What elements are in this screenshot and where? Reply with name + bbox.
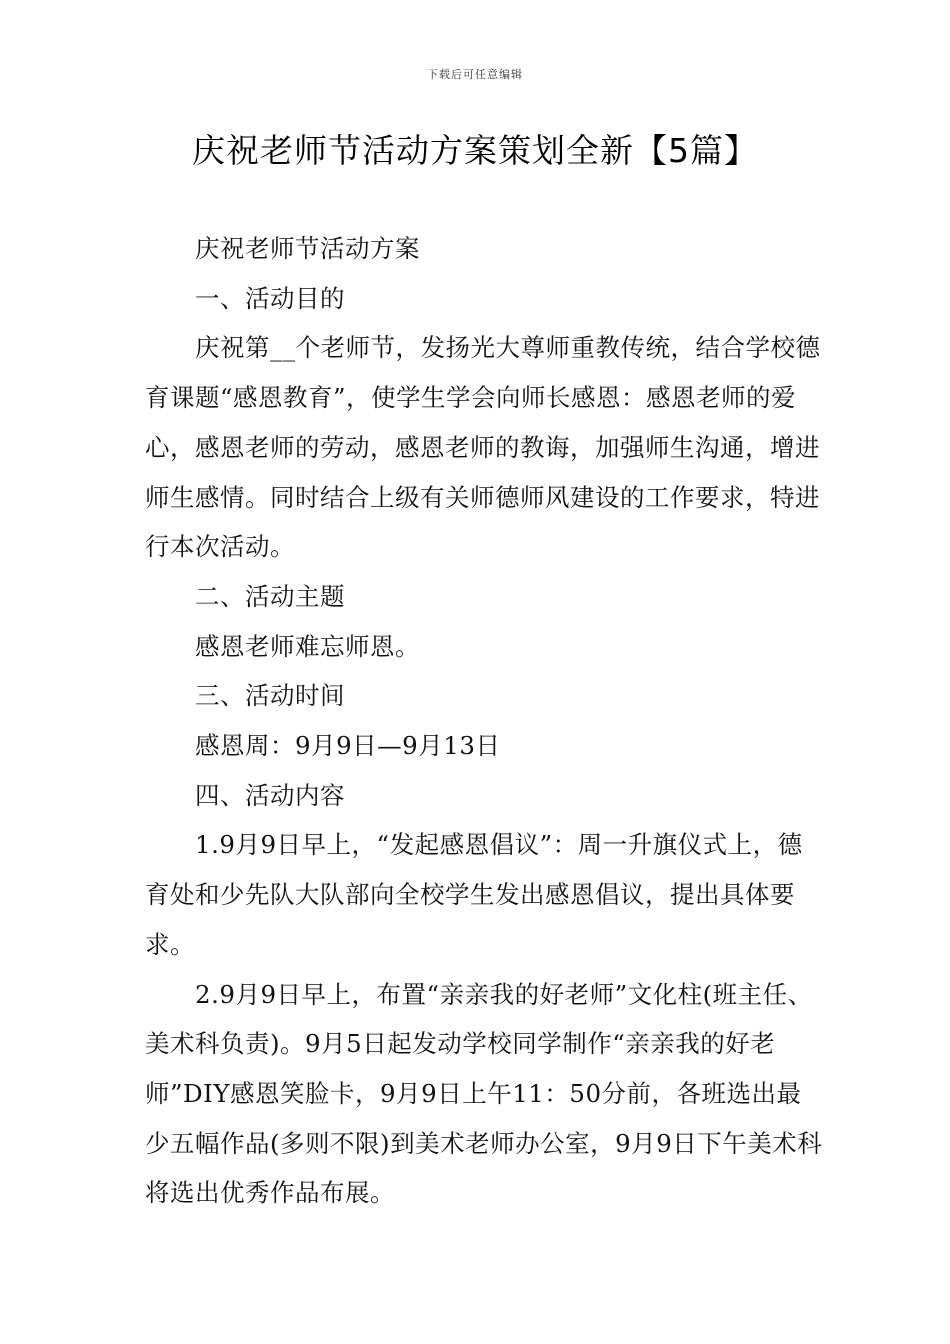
paragraph-theme: 感恩老师难忘师恩。: [195, 631, 420, 661]
header-note: 下载后可任意编辑: [427, 68, 523, 81]
document-body: [145, 224, 825, 1218]
document-title: 庆祝老师节活动方案策划全新【5篇】: [192, 131, 758, 170]
section-heading-content: 四、活动内容: [195, 780, 345, 810]
paragraph-plan-heading: 庆祝老师节活动方案: [195, 234, 420, 263]
paragraph-content-item-2: 2.9月9日早上，布置“亲亲我的好老师”文化柱(班主任、美术科负责)。9月5日起发动学校同学制作“亲亲我的好老师”DIY感恩笑脸卡，9月9日上午11：50分前，各班选出最少五幅作品(多则不限)到美术老师办公室，9月9日下午美术科将选出优秀作品布展。: [145, 979, 823, 1208]
section-heading-theme: 二、活动主题: [195, 581, 345, 611]
paragraph-content-item-1: 1.9月9日早上，“发起感恩倡议”：周一升旗仪式上，德育处和少先队大队部向全校学生发出感恩倡议，提出具体要求。: [145, 830, 803, 959]
section-heading-time: 三、活动时间: [195, 681, 345, 711]
section-heading-purpose: 一、活动目的: [195, 283, 345, 313]
paragraph-time: 感恩周：9月9日—9月13日: [195, 731, 501, 761]
paragraph-purpose: 庆祝第__个老师节，发扬光大尊师重教传统，结合学校德育课题“感恩教育”，使学生学会向师长感恩：感恩老师的爱心，感恩老师的劳动，感恩老师的教诲，加强师生沟通，增进师生感情。同时结合上级有关师德师风建设的工作要求，特进行本次活动。: [145, 333, 821, 562]
